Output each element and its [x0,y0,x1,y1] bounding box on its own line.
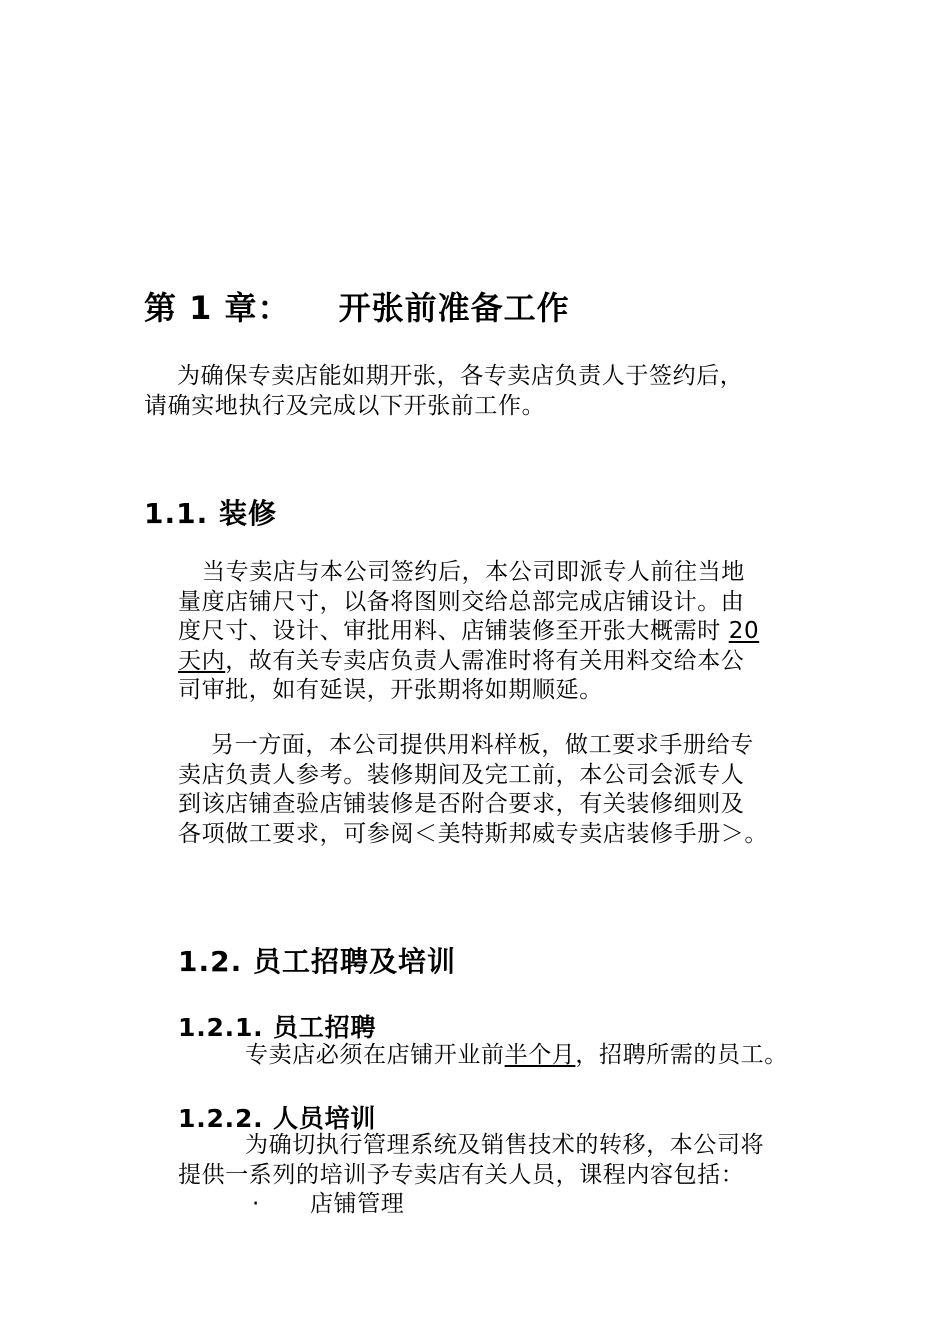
chapter-heading [144,283,570,329]
bullet-dot-icon: · [252,1191,260,1217]
subsection-heading-training: 1.2.2. 人员培训 [178,1104,377,1133]
duration-unit: 天内 [178,647,226,674]
recruitment-deadline: 半个月 [504,1042,576,1068]
duration-number: 20 [728,618,760,644]
decoration-paragraph-2: 另一方面，本公司提供用料样板，做工要求手册给专 卖店负责人参考。装修期间及完工前，本公司会派专人 到该店铺查验店铺装修是否附合要求，有关装修细则及 各项做工要求，可参阅＜美特斯邦威专卖店装修手册＞。 [178,732,768,847]
section-heading-decoration: 1.1. 装修 [144,497,277,530]
intro-paragraph: 为确保专卖店能如期开张，各专卖店负责人于签约后， 请确实地执行及完成以下开张前工作。 [144,363,744,419]
training-paragraph: 为确切执行管理系统及销售技术的转移，本公司将 提供一系列的培训予专卖店有关人员，课程内容包括： · 店铺管理 [178,1131,764,1220]
chapter-number: 第 1 章： [144,289,291,327]
recruitment-paragraph: 专卖店必须在店铺开业前半个月，招聘所需的员工。 [245,1042,788,1068]
decoration-paragraph-1: 当专卖店与本公司签约后，本公司即派专人前往当地 量度店铺尺寸，以备将图则交给总部完成店铺设计。由 度尺寸、设计、审批用料、店铺装修至开张大概需时 20 天内，故有关专卖店负责人需准时将有关用料交给本公 司审批，如有延误，开张期将如期顺延。 [178,559,760,703]
bullet-list-item: · 店铺管理 [178,1190,764,1220]
section-heading-recruitment-training: 1.2. 员工招聘及培训 [178,945,456,978]
chapter-title: 开张前准备工作 [338,289,570,327]
subsection-heading-recruitment: 1.2.1. 员工招聘 [178,1013,377,1042]
